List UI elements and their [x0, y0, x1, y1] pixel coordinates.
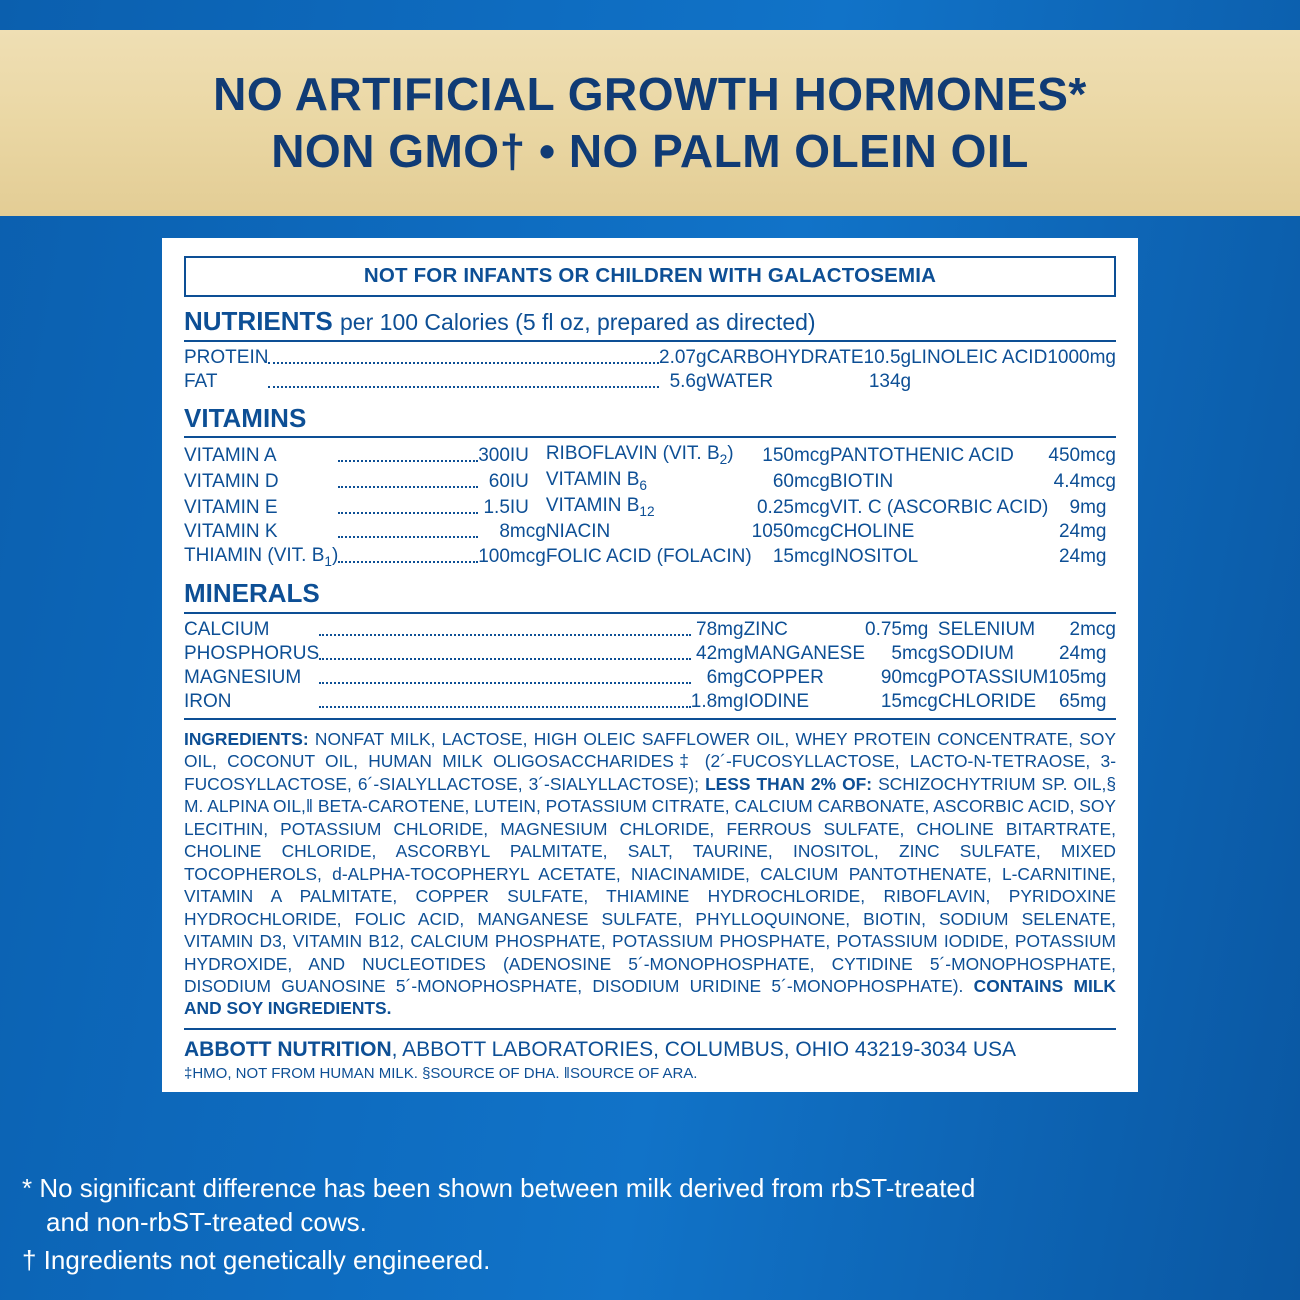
- nutrient-name: CALCIUM: [184, 618, 270, 640]
- footnote-symbols: ‡HMO, NOT FROM HUMAN MILK. §SOURCE OF DHA. ‖SOURCE OF ARA.: [184, 1064, 698, 1082]
- nutrient-unit: mcg: [793, 496, 830, 518]
- nutrient-unit: mcg: [793, 444, 830, 466]
- company-name: ABBOTT NUTRITION: [184, 1037, 392, 1061]
- ingredients-contains: CONTAINS MILK AND SOY INGREDIENTS.: [184, 975, 1116, 1019]
- page-footnotes: [22, 1172, 1272, 1277]
- nutrients-heading-text: NUTRIENTS: [184, 306, 333, 336]
- nutrient-name: SELENIUM: [937, 618, 1036, 640]
- nutrient-name: FOLIC ACID (FOLACIN): [545, 546, 752, 568]
- nutrient-value: 1000: [1047, 346, 1090, 368]
- leader-dots: [338, 442, 478, 468]
- nutrient-value: 8: [499, 520, 510, 542]
- nutrient-name: IRON: [184, 690, 232, 712]
- minerals-heading: [184, 579, 1116, 608]
- nutrient-name: VITAMIN A: [184, 444, 277, 466]
- nutrient-name: CHLORIDE: [937, 690, 1037, 712]
- nutrient-unit: mcg: [1080, 618, 1116, 640]
- nutrient-name: COPPER: [743, 666, 824, 688]
- nutrient-value: [1047, 370, 1089, 394]
- nutrient-value: 6: [706, 666, 718, 688]
- nutrient-unit: IU: [509, 444, 529, 466]
- nutrient-unit: IU: [509, 470, 529, 492]
- nutrient-name: [911, 370, 1047, 394]
- ingredients-text-part-1: NONFAT MILK, LACTOSE, HIGH OLEIC SAFFLOWER OIL, WHEY PROTEIN CONCENTRATE, SOY OIL, COCONUT OIL, HUMAN MILK OLIGOSACCHARIDES‡ (2´-FUCOSYLLACTOSE, LACTO-N-TETRAOSE, 3-FUCOSYLLACTOSE, 6´-SIALYLLACTOSE, 3´-SIALYLLACTOSE);: [184, 728, 1116, 794]
- table-row: [184, 520, 1116, 544]
- nutrient-name: SODIUM: [937, 642, 1014, 664]
- table-row: [184, 370, 1116, 394]
- minerals-heading-text: MINERALS: [184, 578, 320, 609]
- nutrient-unit: mg: [901, 618, 929, 640]
- minerals-table: [184, 618, 1116, 714]
- leader-dots: [319, 618, 691, 642]
- nutrient-value: 65: [1058, 690, 1081, 712]
- leader-dots: [319, 690, 691, 714]
- nutrient-unit: g: [900, 346, 912, 368]
- nutrient-name: VITAMIN $B_{12}$: [545, 494, 655, 519]
- nutrient-value: 2.07: [659, 346, 696, 368]
- nutrition-panel: [162, 238, 1138, 1092]
- nutrient-name: MANGANESE: [743, 642, 865, 664]
- vitamins-heading-text: VITAMINS: [184, 402, 307, 433]
- nutrient-value: 78: [696, 618, 718, 640]
- banner-line-1: NO ARTIFICIAL GROWTH HORMONES*: [213, 68, 1087, 121]
- nutrient-unit: mg: [1080, 496, 1107, 518]
- nutrient-value: 5: [891, 642, 902, 664]
- nutrient-value: 60: [772, 470, 794, 492]
- nutrient-value: 0.25: [756, 496, 794, 518]
- nutrient-name: IODINE: [743, 690, 810, 712]
- nutrient-value: 42: [696, 642, 718, 664]
- nutrient-name: VITAMIN K: [184, 520, 278, 542]
- ingredients-text-part-2: SCHIZOCHYTRIUM SP. OIL,§ M. ALPINA OIL,‖ BETA-CAROTENE, LUTEIN, POTASSIUM CITRATE, CALCIUM CARBONATE, ASCORBIC ACID, SOY LECITHIN, POTASSIUM CHLORIDE, MAGNESIUM CHLORIDE, FERROUS SULFATE, CHOLINE BITARTRATE, CHOLINE CHLORIDE, ASCORBYL PALMITATE, SALT, TAURINE, INOSITOL, ZINC SULFATE, MIXED TOCOPHEROLS, d-ALPHA-TOCOPHERYL ACETATE, NIACINAMIDE, CALCIUM PANTOTHENATE, L-CARNITINE, VITAMIN A PALMITATE, COPPER SULFATE, THIAMINE HYDROCHLORIDE, RIBOFLAVIN, PYRIDOXINE HYDROCHLORIDE, FOLIC ACID, MANGANESE SULFATE, PHYLLOQUINONE, BIOTIN, SODIUM SELENATE, VITAMIN D3, VITAMIN B12, CALCIUM PHOSPHATE, POTASSIUM PHOSPHATE, POTASSIUM IODIDE, POTASSIUM HYDROXIDE, AND NUCLEOTIDES (ADENOSINE 5´-MONOPHOSPHATE, CYTIDINE 5´-MONOPHOSPHATE, DISODIUM GUANOSINE 5´-MONOPHOSPHATE, DISODIUM URIDINE 5´-MONOPHOSPHATE).: [184, 773, 1116, 996]
- table-row: [184, 618, 1116, 642]
- nutrient-value: 90: [880, 666, 902, 688]
- leader-dots: [319, 642, 691, 666]
- table-row: [184, 690, 1116, 714]
- nutrient-name: FAT: [184, 370, 218, 392]
- nutrient-value: 9: [1069, 496, 1081, 518]
- nutrient-unit: [1090, 370, 1116, 394]
- nutrient-unit: IU: [509, 496, 529, 518]
- nutrient-unit: mg: [1080, 690, 1107, 712]
- nutrient-name: THIAMIN (VIT. $B_1$): [184, 544, 339, 569]
- divider-minerals: [184, 612, 1116, 614]
- nutrient-value: 105: [1048, 666, 1081, 688]
- nutrient-name: WATER: [706, 370, 774, 392]
- nutrient-name: VITAMIN E: [184, 496, 278, 518]
- nutrient-value: 1050: [751, 520, 794, 542]
- nutrient-unit: mg: [717, 690, 744, 712]
- table-row: [184, 346, 1116, 370]
- nutrient-value: 1.5: [483, 496, 510, 518]
- nutrient-value: 450: [1048, 444, 1081, 466]
- vitamins-heading: [184, 404, 1116, 433]
- nutrient-unit: mcg: [793, 470, 830, 492]
- nutrient-value: 150: [762, 444, 794, 466]
- nutrient-unit: mcg: [509, 520, 546, 542]
- nutrient-value: 4.4: [1053, 470, 1081, 492]
- nutrient-name: PANTOTHENIC ACID: [829, 444, 1014, 466]
- table-row: [184, 494, 1116, 520]
- company-address: , ABBOTT LABORATORIES, COLUMBUS, OHIO 43219-3034 USA: [391, 1037, 1017, 1061]
- nutrient-name: PHOSPHORUS: [184, 642, 320, 664]
- nutrient-unit: mg: [1089, 346, 1116, 368]
- nutrients-subheading-text: per 100 Calories (5 fl oz, prepared as directed): [340, 309, 816, 335]
- nutrient-name: NIACIN: [545, 520, 611, 542]
- nutrient-name: VITAMIN $B_6$: [545, 468, 648, 493]
- nutrient-unit: mg: [717, 642, 744, 664]
- nutrient-unit: mcg: [901, 666, 938, 688]
- nutrient-unit: mg: [1080, 666, 1107, 688]
- leader-dots: [338, 520, 478, 544]
- footnote-asterisk-line-2: and non-rbST-treated cows.: [46, 1206, 367, 1237]
- nutrient-unit: mcg: [793, 520, 830, 542]
- nutrient-unit: g: [696, 370, 707, 392]
- vitamins-table: [184, 442, 1116, 569]
- leader-dots: [268, 370, 659, 394]
- footnote-asterisk-line-1: * No significant difference has been shown between milk derived from rbST-treated: [22, 1173, 976, 1203]
- table-row: [184, 544, 1116, 570]
- nutrient-value: 300: [478, 444, 510, 466]
- nutrients-table: [184, 346, 1116, 394]
- nutrient-name: PROTEIN: [184, 346, 269, 368]
- nutrient-name: RIBOFLAVIN (VIT. $B_2$): [545, 443, 734, 467]
- nutrients-heading: [184, 307, 1116, 336]
- nutrient-value: 2: [1069, 618, 1081, 640]
- nutrient-name: INOSITOL: [829, 546, 919, 568]
- nutrient-unit: g: [900, 370, 912, 392]
- divider-vitamins: [184, 436, 1116, 438]
- ingredients-less-than-label: LESS THAN 2% OF:: [705, 773, 873, 794]
- nutrient-name: VIT. C (ASCORBIC ACID): [829, 496, 1049, 518]
- nutrient-name: CARBOHYDRATE: [706, 346, 864, 368]
- nutrient-unit: mcg: [901, 642, 938, 664]
- promo-banner: [0, 30, 1300, 216]
- nutrient-unit: mg: [1080, 642, 1107, 664]
- manufacturer-line: [184, 1038, 1116, 1062]
- table-row: [184, 468, 1116, 494]
- table-row: [184, 642, 1116, 666]
- nutrient-name: POTASSIUM: [937, 666, 1049, 688]
- divider-footer: [184, 1028, 1116, 1030]
- footnote-dagger: † Ingredients not genetically engineered.: [22, 1244, 491, 1275]
- nutrient-unit: mg: [717, 666, 744, 688]
- nutrient-value: 0.75: [865, 618, 902, 640]
- nutrient-value: 5.6: [669, 370, 696, 392]
- nutrient-value: 15: [880, 690, 902, 712]
- nutrient-value: 134: [868, 370, 901, 392]
- leader-dots: [338, 544, 478, 570]
- nutrient-unit: mcg: [509, 546, 546, 568]
- nutrient-value: 24: [1058, 546, 1081, 568]
- leader-dots: [338, 468, 478, 494]
- nutrient-value: 24: [1058, 642, 1081, 664]
- leader-dots: [338, 494, 478, 520]
- divider-nutrients: [184, 340, 1116, 342]
- footnote-asterisk: [22, 1172, 1272, 1240]
- nutrient-value: 10.5: [863, 346, 901, 368]
- table-row: [184, 442, 1116, 468]
- nutrient-value: 15: [772, 546, 794, 568]
- ingredients-block: [184, 728, 1116, 1020]
- nutrient-unit: mg: [1080, 546, 1107, 568]
- nutrient-name: MAGNESIUM: [184, 666, 302, 688]
- nutrient-unit: mcg: [1080, 444, 1116, 466]
- nutrient-value: 60: [488, 470, 510, 492]
- nutrient-name: VITAMIN D: [184, 470, 279, 492]
- galactosemia-notice: NOT FOR INFANTS OR CHILDREN WITH GALACTOSEMIA: [184, 256, 1116, 297]
- nutrient-name: BIOTIN: [829, 470, 894, 492]
- nutrient-name: CHOLINE: [829, 520, 915, 542]
- nutrient-value: 1.8: [690, 690, 718, 712]
- ingredients-label: INGREDIENTS:: [184, 728, 309, 749]
- banner-line-2: NON GMO† • NO PALM OLEIN OIL: [271, 125, 1029, 177]
- nutrient-unit: g: [696, 346, 707, 368]
- nutrient-value: 24: [1058, 520, 1081, 542]
- nutrient-name: ZINC: [743, 618, 788, 640]
- nutrient-unit: mcg: [1080, 470, 1116, 492]
- leader-dots: [319, 666, 691, 690]
- nutrient-value: 100: [478, 546, 510, 568]
- nutrient-unit: mg: [717, 618, 744, 640]
- nutrient-name: LINOLEIC ACID: [911, 346, 1048, 368]
- table-row: [184, 666, 1116, 690]
- nutrient-unit: mcg: [793, 546, 830, 568]
- leader-dots: [268, 346, 659, 370]
- nutrient-unit: mcg: [901, 690, 938, 712]
- nutrient-unit: mg: [1080, 520, 1107, 542]
- divider-ingredients: [184, 718, 1116, 720]
